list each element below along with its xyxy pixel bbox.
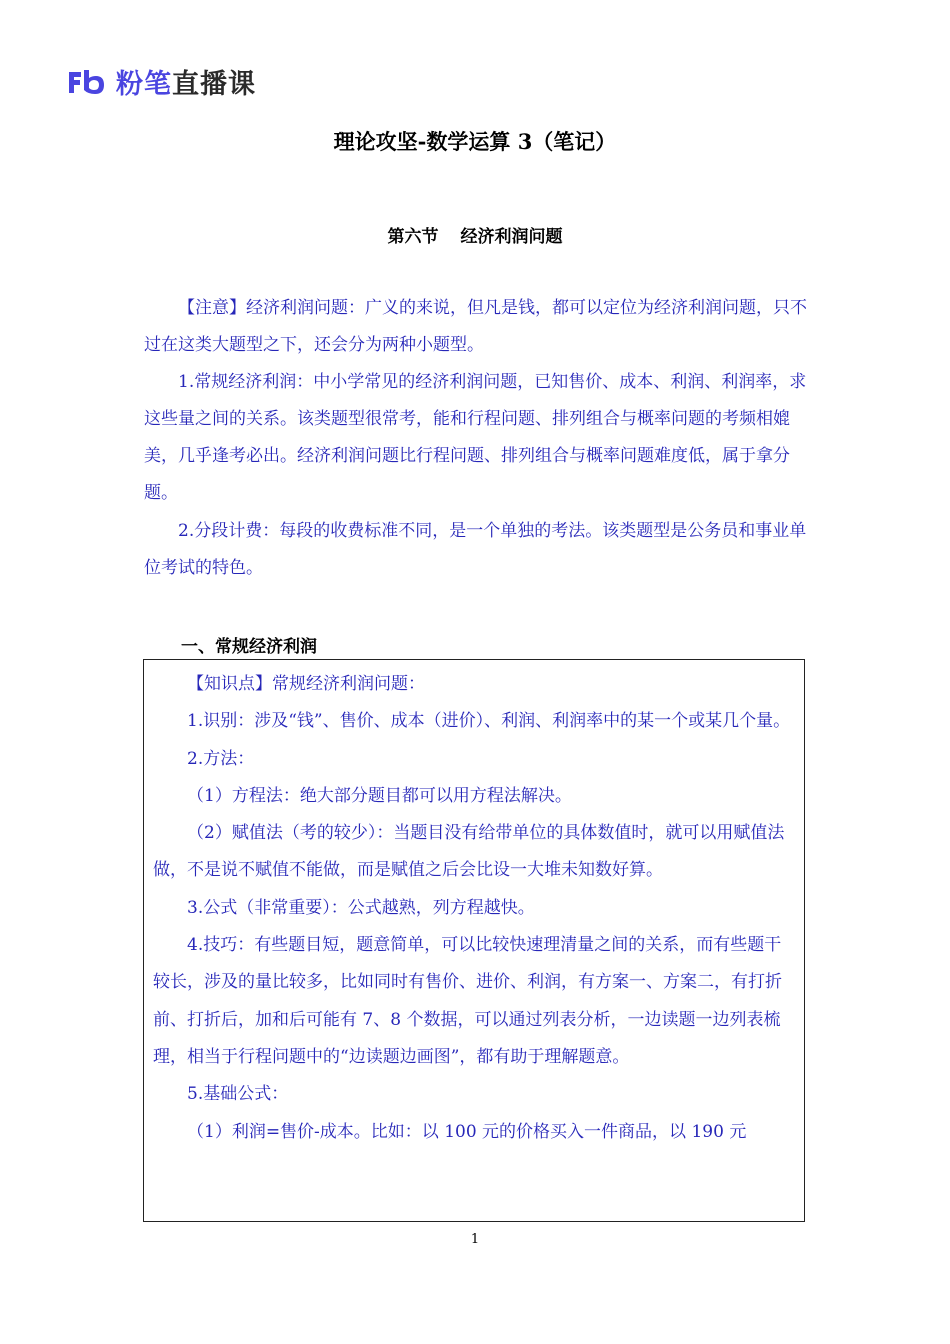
regular-profit-paragraph: 1.常规经济利润：中小学常见的经济利润问题，已知售价、成本、利润、利润率，求这些量之间的关系。该类题型很常考，能和行程问题、排列组合与概率问题的考频相媲美，几乎逢考必出。经济利润问题比行程问题、排列组合与概率问题难度低，属于拿分题。 xyxy=(144,372,807,503)
brand-name-part2: 直播课 xyxy=(172,69,256,100)
notice-paragraph-block xyxy=(144,290,808,364)
knowledge-method-title: 2.方法： xyxy=(187,748,255,769)
brand-name-part1: 粉笔 xyxy=(116,69,172,100)
section-title xyxy=(0,222,950,247)
item2-paragraph-block xyxy=(144,513,808,587)
knowledge-box xyxy=(143,659,805,1222)
heading-regular-profit: 一、常规经济利润 xyxy=(181,637,317,657)
knowledge-header: 【知识点】常规经济利润问题： xyxy=(187,674,425,694)
section-name: 经济利润问题 xyxy=(460,227,563,247)
knowledge-basic-formula-1: （1）利润=售价-成本。比如：以 100 元的价格买入一件商品，以 190 元 xyxy=(187,1121,747,1142)
document-title: 理论攻坚-数学运算 3（笔记） xyxy=(333,129,617,154)
brand-name xyxy=(116,62,256,101)
knowledge-method-assign-value: （2）赋值法（考的较少）：当题目没有给带单位的具体数值时，就可以用赋值法做，不是说不赋值不能做，而是赋值之后会比设一大堆未知数好算。 xyxy=(153,823,785,881)
brand-logo xyxy=(66,62,256,101)
segmented-billing-paragraph: 2.分段计费：每段的收费标准不同，是一个单独的考法。该类题型是公务员和事业单位考试的特色。 xyxy=(144,521,807,578)
knowledge-tips: 4.技巧：有些题目短，题意简单，可以比较快速理清量之间的关系，而有些题干较长，涉及的量比较多，比如同时有售价、进价、利润，有方案一、方案二，有打折前、打折后，加和后可能有 7、8 个数据，可以通过列表分析，一边读题一边列表梳理，相当于行程问题中的“边读题边画图”，都有助于理解题意。 xyxy=(153,935,782,1067)
knowledge-formula: 3.公式（非常重要）：公式越熟，列方程越快。 xyxy=(187,897,535,918)
section-number: 第六节 xyxy=(387,227,439,247)
knowledge-basic-formula-title: 5.基础公式： xyxy=(187,1084,289,1105)
knowledge-method-equation: （1）方程法：绝大部分题目都可以用方程法解决。 xyxy=(187,785,572,806)
knowledge-identify: 1.识别：涉及“钱”、售价、成本（进价）、利润、利润率中的某一个或某几个量。 xyxy=(187,711,791,732)
page-number: 1 xyxy=(470,1232,480,1247)
fenbi-logo-icon xyxy=(66,68,108,96)
item1-paragraph-block xyxy=(144,364,808,512)
notice-paragraph: 【注意】经济利润问题：广义的来说，但凡是钱，都可以定位为经济利润问题，只不过在这类大题型之下，还会分为两种小题型。 xyxy=(144,298,807,355)
